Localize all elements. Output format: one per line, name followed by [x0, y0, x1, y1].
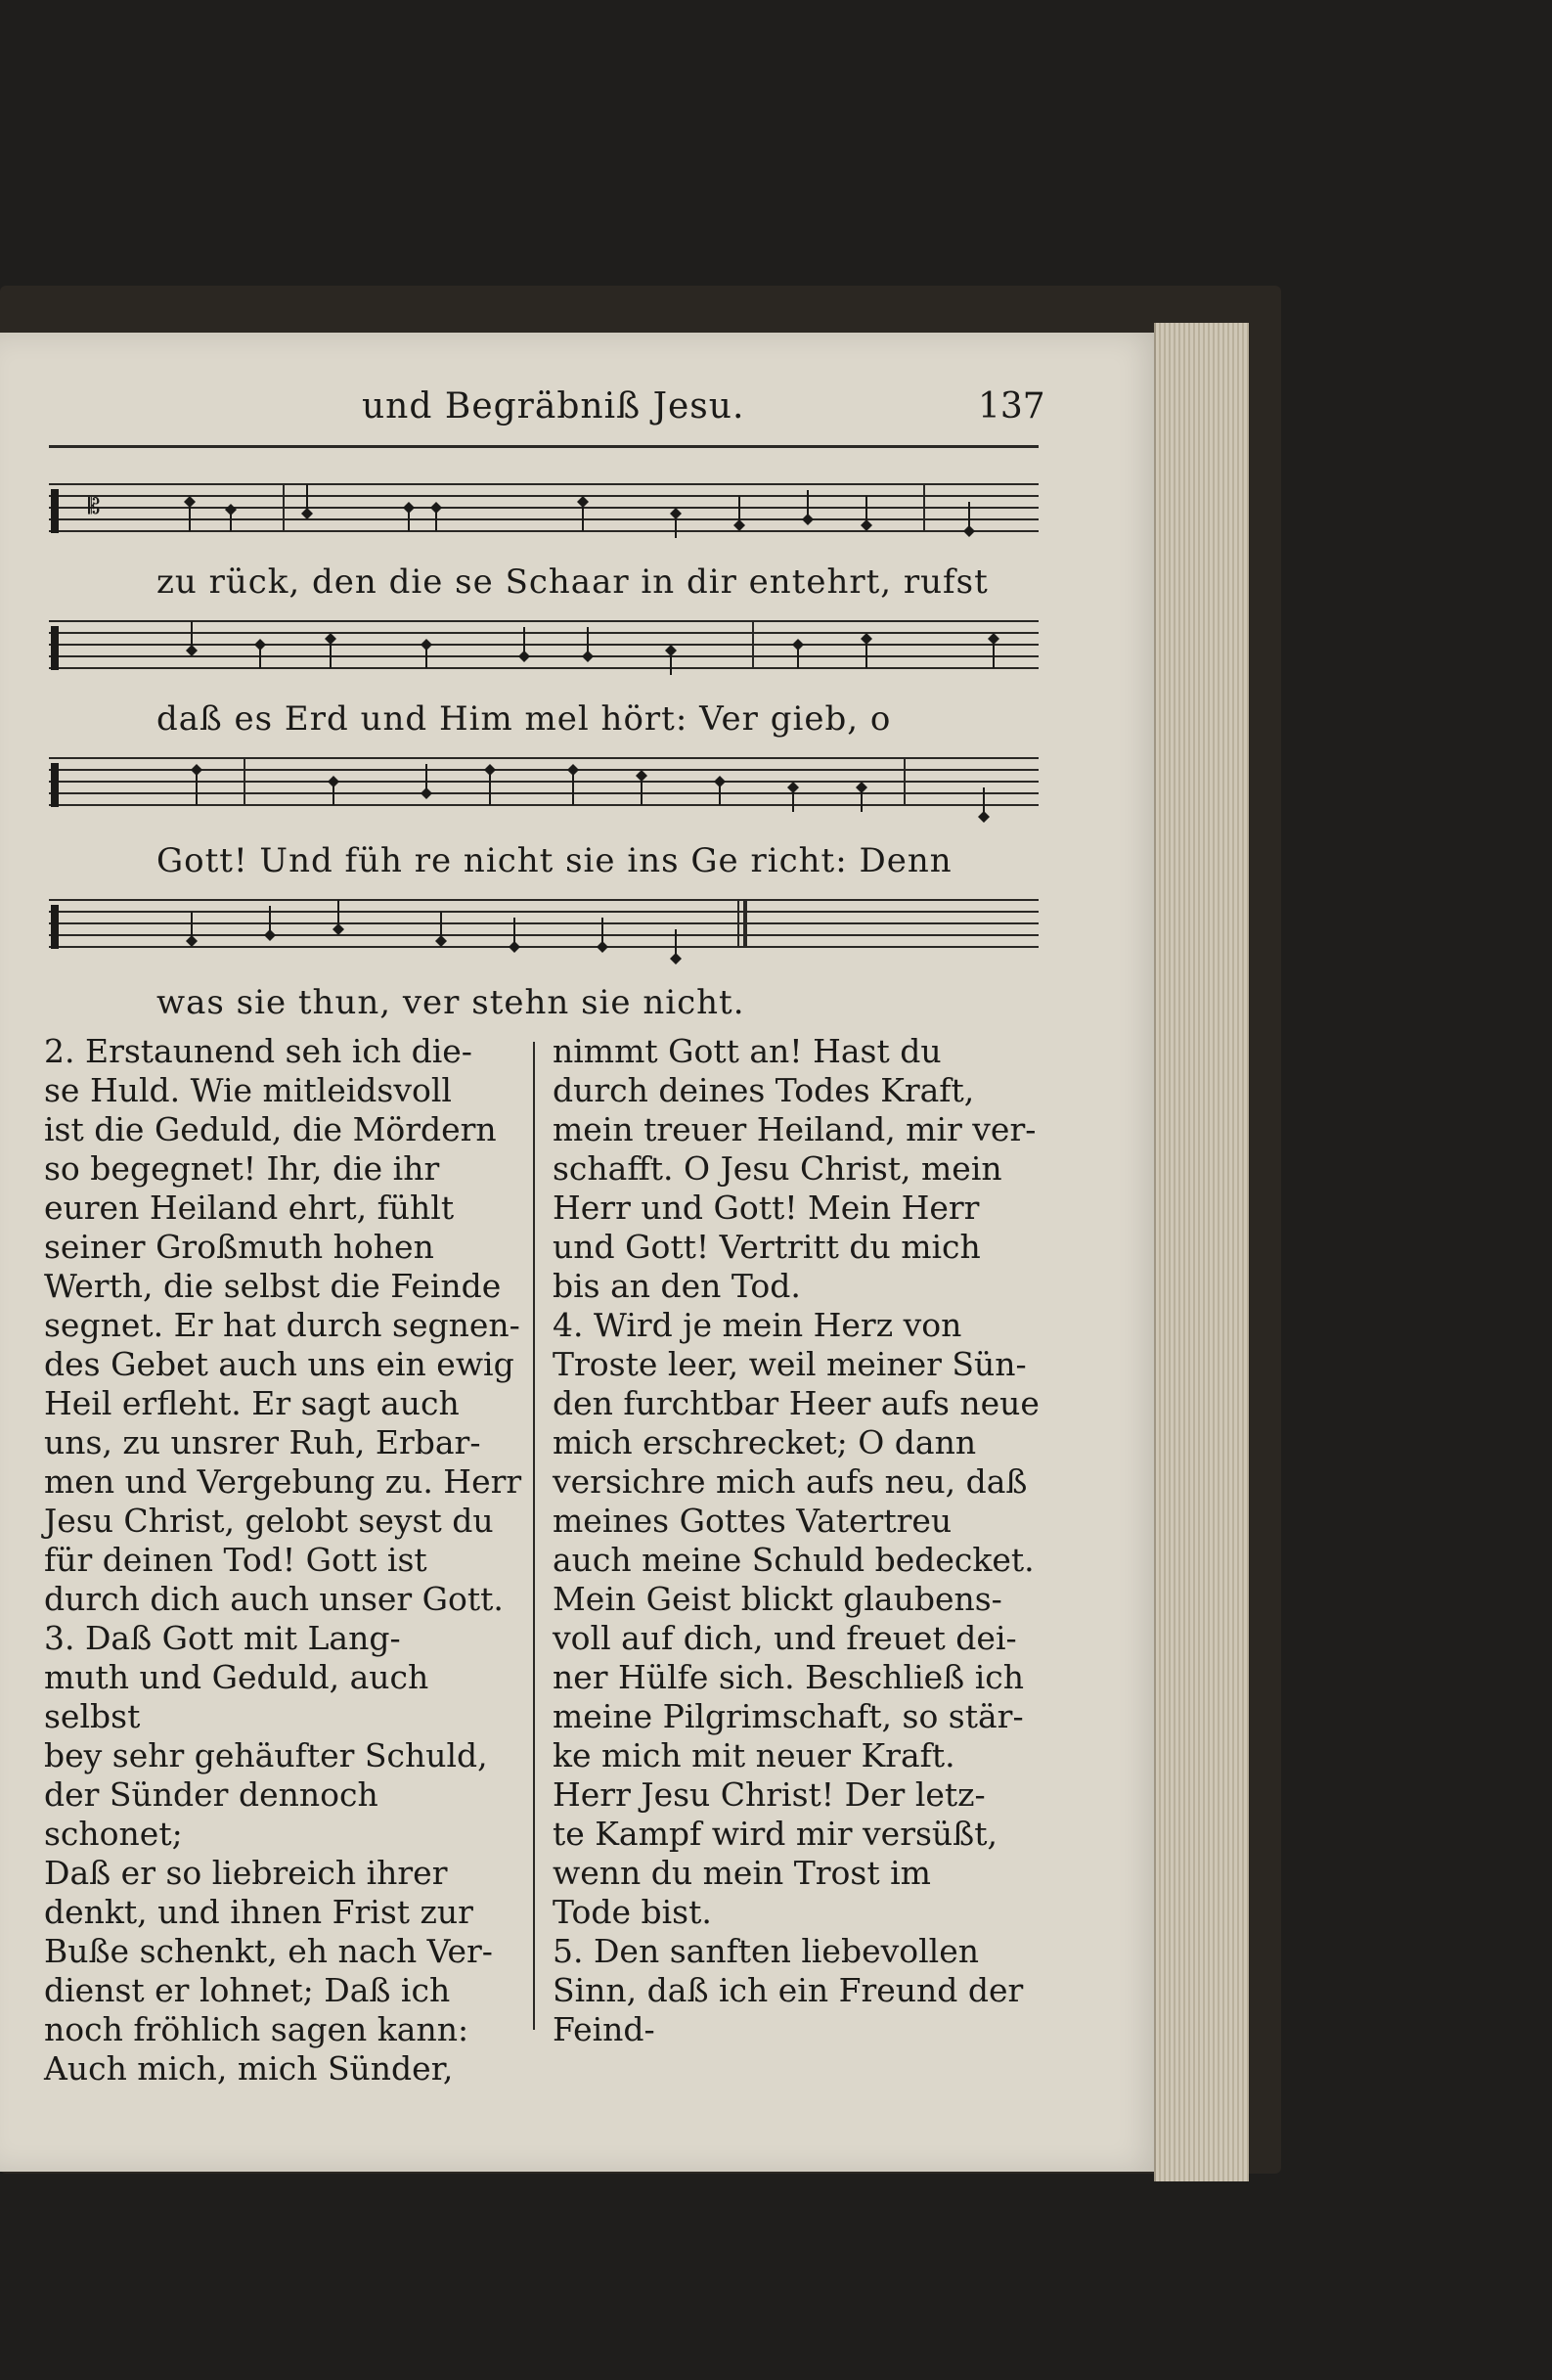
- music-staff: [49, 470, 1039, 558]
- music-system-4: [49, 885, 1039, 1032]
- header-title: und Begräbniß Jesu.: [362, 386, 745, 427]
- music-system-3: [49, 743, 1039, 890]
- page-number: 137: [978, 386, 1045, 427]
- music-staff: [49, 743, 1039, 831]
- column-divider: [533, 1042, 535, 2030]
- header-rule: [49, 445, 1039, 448]
- page-edges: [1154, 323, 1249, 2181]
- left-column-text: 2. Erstaunend seh ich die- se Huld. Wie mitleidsvoll ist die Geduld, die Mördern so begegnet! Ihr, die ihr euren Heiland ehrt, fühlt seiner Großmuth hohen Werth, die selbst die Feinde segnet. Er hat durch segnen- des Gebet auch uns ein ewig Heil erfleht. Er sagt auch uns, zu unsrer Ruh, Erbar- men und Vergebung zu. Herr Jesu Christ, gelobt seyst du für deinen Tod! Gott ist durch dich auch unser Gott. 3. Daß Gott mit Lang- muth und Geduld, auch selbst bey sehr gehäufter Schuld, der Sünder dennoch schonet; Daß er so liebreich ihrer denkt, und ihnen Frist zur Buße schenkt, eh nach Ver- dienst er lohnet; Daß ich noch fröhlich sagen kann: Auch mich, mich Sünder,: [44, 1032, 522, 2088]
- music-system-1: [49, 470, 1039, 616]
- lyrics-line-1: zu rück, den die se Schaar in dir entehrt, rufst: [156, 562, 989, 602]
- text-column-right: [553, 1032, 1042, 2049]
- right-column-text: nimmt Gott an! Hast du durch deines Todes Kraft, mein treuer Heiland, mir ver- schafft. O Jesu Christ, mein Herr und Gott! Mein Herr und Gott! Vertritt du mich bis an den Tod. 4. Wird je mein Herz von Troste leer, weil meiner Sün- den furchtbar Heer aufs neue mich erschrecket; O dann versichre mich aufs neu, daß meines Gottes Vatertreu auch meine Schuld bedecket. Mein Geist blickt glaubens- voll auf dich, und freuet dei- ner Hülfe sich. Beschließ ich meine Pilgrimschaft, so stär- ke mich mit neuer Kraft. Herr Jesu Christ! Der letz- te Kampf wird mir versüßt, wenn du mein Trost im Tode bist. 5. Den sanften liebevollen Sinn, daß ich ein Freund der Feind-: [553, 1032, 1040, 2048]
- text-column-left: [44, 1032, 523, 2088]
- music-staff: [49, 885, 1039, 973]
- lyrics-line-4: was sie thun, ver stehn sie nicht.: [156, 983, 745, 1022]
- lyrics-line-3: Gott! Und füh re nicht sie ins Ge richt: Denn: [156, 841, 953, 880]
- music-system-2: [49, 606, 1039, 753]
- svg-text:𝄡: 𝄡: [88, 495, 101, 519]
- running-head: [0, 386, 1056, 435]
- lyrics-line-2: daß es Erd und Him mel hört: Ver gieb, o: [156, 699, 892, 739]
- music-staff: [49, 606, 1039, 695]
